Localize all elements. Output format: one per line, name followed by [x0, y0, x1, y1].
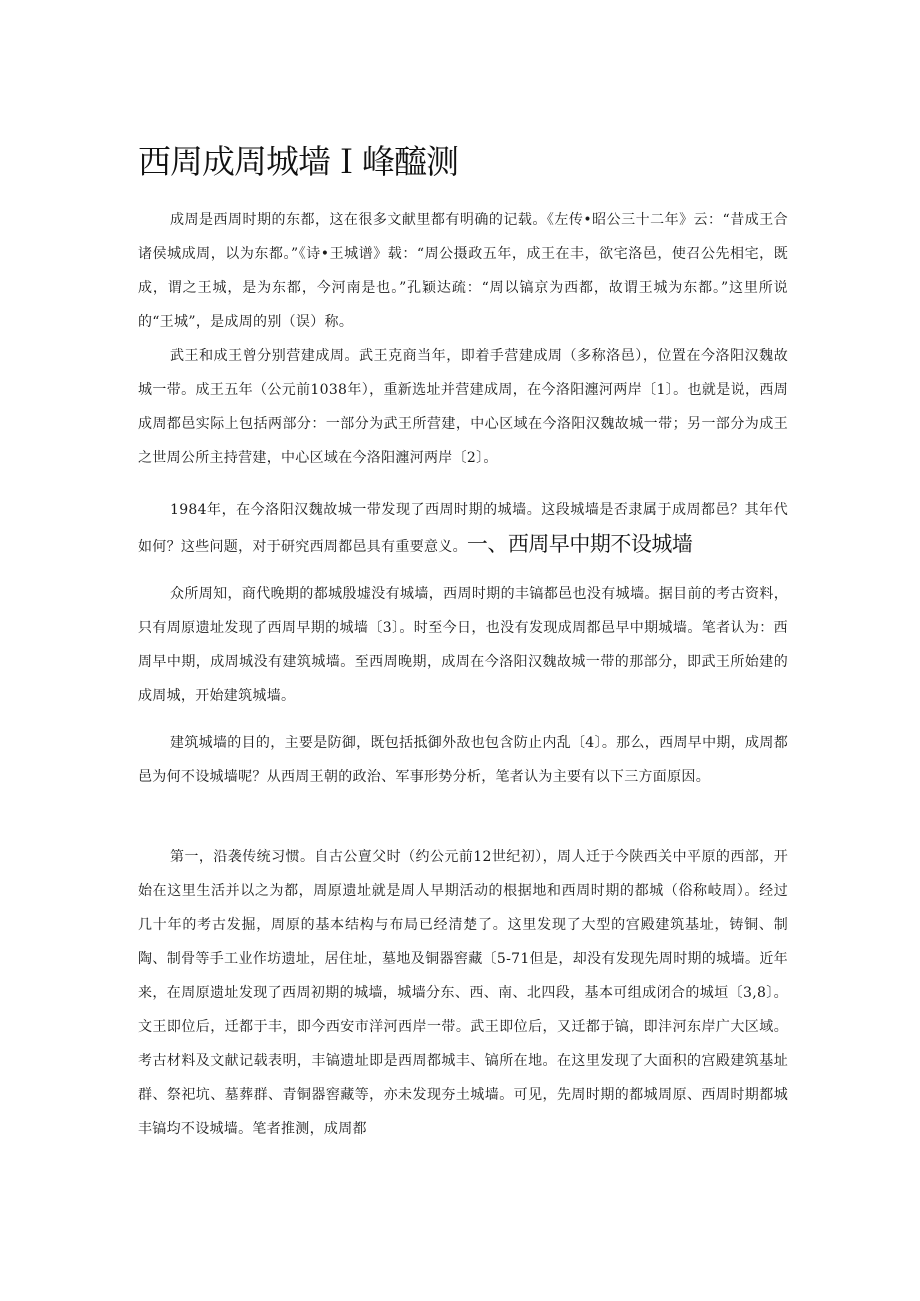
paragraph-3-text: 1984年，在今洛阳汉魏故城一带发现了西周时期的城墙。这段城墙是否隶属于成周都邑？其年代如何？这些问题，对于研究西周都邑具有重要意义。 — [138, 502, 788, 555]
paragraph-5: 建筑城墙的目的，主要是防御，既包括抵御外敌也包含防止内乱〔4〕。那么，西周早中期，成周都邑为何不设城墙呢？从西周王朝的政治、军事形势分析，笔者认为主要有以下三方面原因。 — [138, 735, 788, 785]
paragraph-1: 成周是西周时期的东都，这在很多文献里都有明确的记载。《左传•昭公三十二年》云：“昔成王合诸侯城成周，以为东都。”《诗•王城谱》载：“周公摄政五年，成王在丰，欲宅洛邑，使召公先相宅，既成，谓之王城，是为东都，今河南是也。”孔颖达疏：“周以镐京为西都，故谓王城为东都。”这里所说的“王城”，是成周的别（误）称。 — [138, 212, 788, 330]
paragraph-6: 第一，沿袭传统习惯。自古公亶父时（约公元前12世纪初），周人迁于今陕西关中平原的西部，开始在这里生活并以之为都，周原遗址就是周人早期活动的根据地和西周时期的都城（俗称岐周）。经过几十年的考古发掘，周原的基本结构与布局已经清楚了。这里发现了大型的宫殿建筑基址，铸铜、制陶、制骨等手工业作坊遗址，居住址，墓地及铜器窖藏〔5-71但是，却没有发现先周时期的城墙。近年来，在周原遗址发现了西周初期的城墙，城墙分东、西、南、北四段，基本可组成闭合的城垣〔3,8〕。文王即位后，迁都于丰，即今西安市洋河西岸一带。武王即位后，又迁都于镐，即沣河东岸广大区域。考古材料及文献记载表明，丰镐遗址即是西周都城丰、镐所在地。在这里发现了大面积的宫殿建筑基址群、祭祀坑、墓葬群、青铜器窖藏等，亦未发现夯土城墙。可见，先周时期的都城周原、西周时期都城丰镐均不设城墙。笔者推测，成周都 — [138, 849, 788, 1137]
paragraph-4: 众所周知，商代晚期的都城殷墟没有城墙，西周时期的丰镐都邑也没有城墙。据目前的考古资料，只有周原遗址发现了西周早期的城墙〔3〕。时至今日，也没有发现成周都邑早中期城墙。笔者认为：西周早中期，成周城没有建筑城墙。至西周晚期，成周在今洛阳汉魏故城一带的那部分，即武王所始建的成周城，开始建筑城墙。 — [138, 586, 788, 704]
page-title: 西周成周城墙Ｉ峰醯测 — [138, 142, 458, 181]
paragraph-2: 武王和成王曾分别营建成周。武王克商当年，即着手营建成周（多称洛邑），位置在今洛阳汉魏故城一带。成王五年（公元前1038年），重新选址并营建成周，在今洛阳瀍河两岸〔1〕。也就是说，西周成周都邑实际上包括两部分：一部分为武王所营建，中心区域在今洛阳汉魏故城一带；另一部分为成王之世周公所主持营建，中心区域在今洛阳瀍河两岸〔2〕。 — [138, 348, 788, 466]
paragraph-3 — [138, 493, 788, 564]
section-heading-1: 一、西周早中期不设城墙 — [466, 532, 693, 556]
